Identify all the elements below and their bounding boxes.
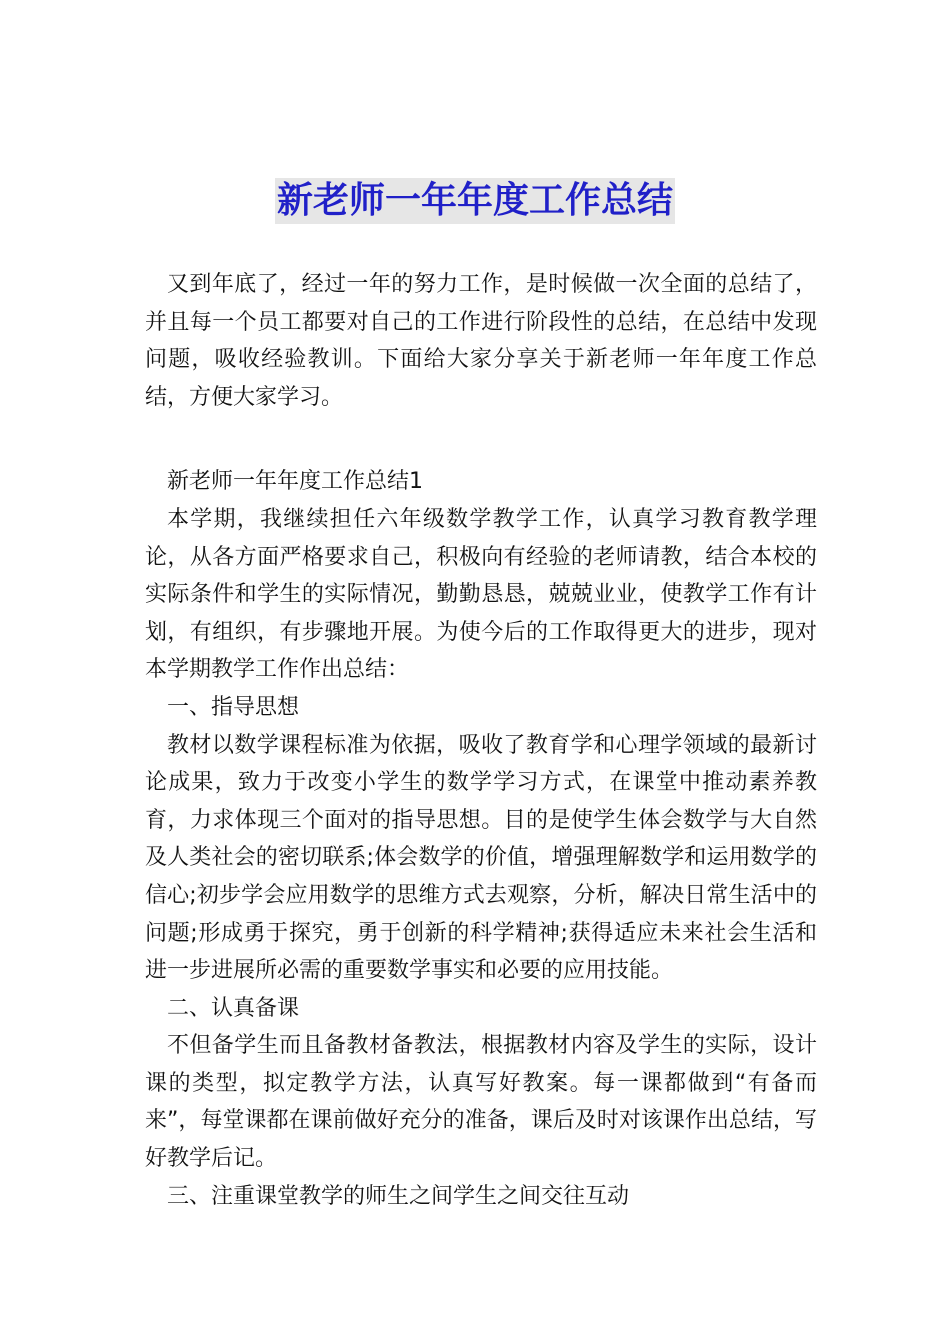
section-heading: 三、注重课堂教学的师生之间学生之间交往互动 bbox=[167, 1183, 630, 1209]
section-title: 新老师一年年度工作总结1 bbox=[167, 469, 423, 495]
intro-paragraph: 又到年底了，经过一年的努力工作，是时候做一次全面的总结了，并且每一个员工都要对自己的工作进行阶段性的总结，在总结中发现问题，吸收经验教训。下面给大家分享关于新老师一年年度工作总结，方便大家学习。 bbox=[145, 272, 817, 410]
document-body bbox=[145, 266, 817, 1215]
body-paragraph: 本学期，我继续担任六年级数学教学工作，认真学习教育教学理论，从各方面严格要求自己，积极向有经验的老师请教，结合本校的实际条件和学生的实际情况，勤勤恳恳，兢兢业业，使教学工作有计划，有组织，有步骤地开展。为使今后的工作取得更大的进步，现对本学期教学工作作出总结： bbox=[145, 506, 817, 683]
section-heading: 一、指导思想 bbox=[167, 694, 300, 720]
section-heading: 二、认真备课 bbox=[167, 995, 300, 1021]
body-paragraph: 不但备学生而且备教材备教法，根据教材内容及学生的实际，设计课的类型，拟定教学方法，认真写好教案。每一课都做到“有备而来”，每堂课都在课前做好充分的准备，课后及时对该课作出总结，写好教学后记。 bbox=[145, 1033, 817, 1172]
body-paragraph: 教材以数学课程标准为依据，吸收了教育学和心理学领域的最新讨论成果，致力于改变小学生的数学学习方式，在课堂中推动素养教育，力求体现三个面对的指导思想。目的是使学生体会数学与大自然及人类社会的密切联系;体会数学的价值，增强理解数学和运用数学的信心;初步学会应用数学的思维方式去观察，分析，解决日常生活中的问题;形成勇于探究，勇于创新的科学精神;获得适应未来社会生活和进一步进展所必需的重要数学事实和必要的应用技能。 bbox=[145, 732, 817, 984]
title-container bbox=[0, 178, 950, 224]
document-title: 新老师一年年度工作总结 bbox=[275, 178, 675, 224]
paragraph-gap bbox=[145, 416, 817, 463]
